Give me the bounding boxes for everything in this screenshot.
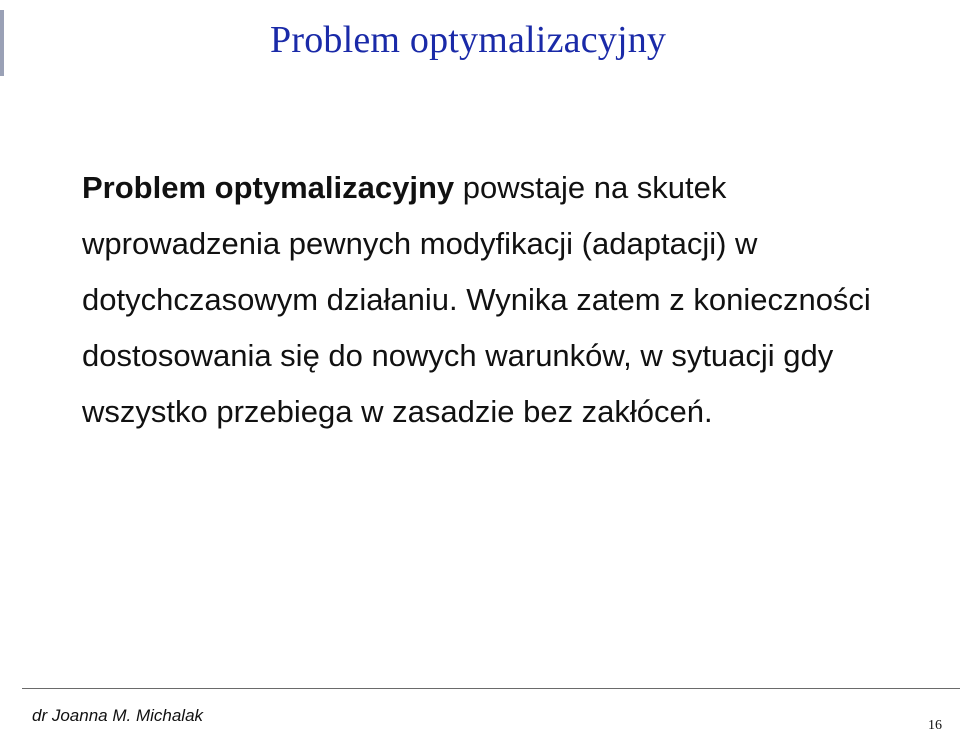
slide-title: Problem optymalizacyjny bbox=[270, 19, 667, 61]
footer-author: dr Joanna M. Michalak bbox=[32, 706, 204, 725]
body-paragraph: powstaje na skutek wprowadzenia pewnych modyfikacji (adaptacji) w dotychczasowym działaniu. Wynika zatem z konieczności dostosowania się do nowych warunków, w sytuacji gdy wszystko przebiega w zasadzie bez zakłóceń. bbox=[82, 170, 871, 429]
body-lead-term: Problem optymalizacyjny bbox=[82, 170, 455, 205]
slide-body bbox=[82, 160, 922, 440]
page-number: 16 bbox=[928, 718, 942, 733]
footer-divider bbox=[22, 688, 960, 689]
title-accent-bar bbox=[0, 10, 4, 76]
